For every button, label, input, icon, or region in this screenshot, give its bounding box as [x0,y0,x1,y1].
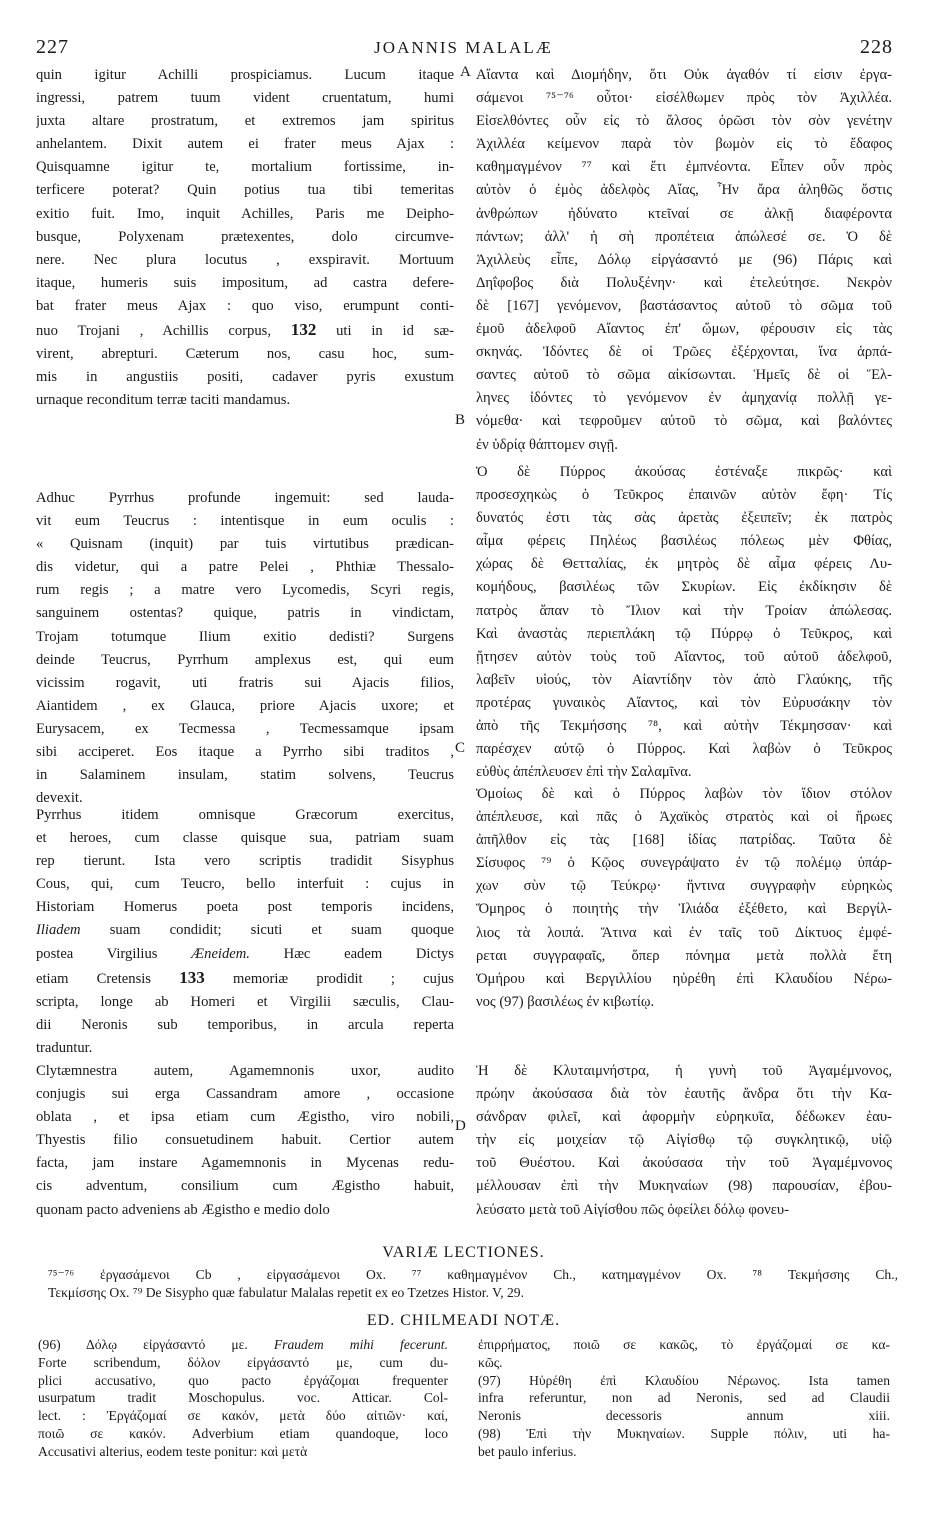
text-line: παρέσχεν αὐτῷ ὁ Πύρρος. Καὶ λαβὼν ὁ Τεῦκρος [476,741,892,758]
text-line: et heroes, cum classe quisque sua, patriam suam [36,830,454,847]
text-line: postea Virgilius Æneidem. Hæc eadem Dictys [36,945,454,962]
text-line: oblata , et ipsa etiam cum Ægistho, viro nobili, [36,1109,454,1126]
text-line: exitio fuit. Imo, inquit Achilles, Paris me Deipho- [36,205,454,222]
text-line: σάμενοι ⁷⁵⁻⁷⁶ οὗτοι· εἰσέλθωμεν πρὸς τὸν Ἀχιλλέα. [476,90,892,107]
right-page-number: 228 [860,36,893,58]
text-line: bet paulo inferius. [478,1443,577,1459]
text-line: χώρας δὲ Θετταλίας, ἐκ μητρὸς δὲ αἷμα φέρεις Λυ- [476,556,892,573]
text-line: quin igitur Achilli prospiciamus. Lucum itaque [36,67,454,83]
greek-paragraph-3 [476,783,892,1014]
text-line: Thyestis filio consuetudinem habuit. Certior autem [36,1132,454,1149]
text-line: Καὶ ἀναστὰς περιεπλάκη τῷ Πύρρῳ ὁ Τεῦκρος, καὶ [476,625,892,642]
text-line: ἐπιρρήματος, ποιῶ σε κακῶς, τὸ ἐργάζομαί σε κα- [478,1337,890,1352]
text-line: Neronis decessoris annum xiii. [478,1408,890,1424]
text-line: Forte scribendum, δόλον εἰργάσαντό με, cum du- [38,1354,448,1370]
text-line: πατρὸς ἅπαν τὸ Ἴλιον καὶ τὴν Τροίαν ἀπώλεσας. [476,602,892,619]
text-line: Ἀχιλλέα κείμενον παρὰ τὸν βωμὸν εἰς τὸ ἔδαφος [476,136,892,153]
text-line: μέλλουσαν ἐπὶ τὴν Μυκηναίων (98) παρουσίαν, ἐβου- [476,1178,892,1195]
text-line: Adhuc Pyrrhus profunde ingemuit: sed lauda- [36,490,454,506]
text-line: Εἰσελθόντες οὖν εἰς τὸ ἄλσος ὁρῶσι τὸν σὸν γενέτην [476,113,892,130]
text-line: etiam Cretensis 133 memoriæ prodidit ; cujus [36,967,454,987]
text-line: (98) Ἐπὶ τὴν Μυκηναίων. Supple πόλιν, uti ha- [478,1425,890,1441]
variae-lectiones [48,1266,898,1302]
text-line: Ὁ δὲ Πύρρος ἀκούσας ἐστέναξε πικρῶς· καὶ [476,464,892,480]
text-line: τοῦ Θυέστου. Καὶ ἀκούσασα τὴν τοῦ Ἀγαμέμνονος [476,1155,892,1172]
text-line: in Salaminem insulam, statim solvens, Teucrus [36,767,454,784]
text-line: Ὁμήρου καὶ Βεργιλλίου ηὑρέθη ἐπὶ Κλαυδίου Νέρω- [476,970,892,987]
text-line: λιος τὰ λοιπά. Ἅτινα καὶ ἐν ταῖς τοῦ Δίκτυος ἐμφέ- [476,924,892,941]
notae-left-column [38,1336,448,1461]
margin-marker-d: D [455,1118,466,1134]
text-line: vit eum Teucrus : intentisque in eum oculis : [36,513,454,530]
text-line: προτέρας γυναικὸς Αἴαντος, καὶ τὸν Εὐρυσάκην τὸν [476,694,892,711]
text-line: αὐτὸν ὁ ἐμὸς ἀδελφὸς Αἴας, Ἦν ἄρα ἀληθῶς ὅστις [476,182,892,199]
text-line: ἀπὸ τῆς Τεκμήσσης ⁷⁸, καὶ αὐτὴν Τέκμησσαν· καὶ [476,718,892,735]
greek-paragraph-4 [476,1060,892,1222]
text-line: ingressi, patrem tuum vident cruentatum, humi [36,90,454,107]
text-line: busque, Polyxenam prætexentes, dolo circumve- [36,228,454,245]
text-line: Pyrrhus itidem omnisque Græcorum exercitus, [36,807,454,823]
text-line: Historiam Homerus poeta post temporis incidens, [36,899,454,916]
text-line: αἷμα φέρεις Πηλέως βασιλέως πόλεως μὲν Φθίας, [476,533,892,550]
text-line: ⁷⁵⁻⁷⁶ ἐργασάμενοι Cb , εἰργασάμενοι Ox. ⁷⁷ καθημαγμένον Ch., κατημαγμένον Ox. ⁷⁸ Τεκμήσσης Ch., [48,1267,898,1282]
text-line: devexit. [36,790,83,807]
text-line: πρώην ἀκούσασα διὰ τὸν ἑαυτῆς ἄνδρα ὅτι τὴν Κα- [476,1086,892,1103]
text-line: σαντες αὐτοῦ τὸ σῶμα αἰκίσωνται. Ἡμεῖς δὲ οἱ Ἕλ- [476,367,892,384]
text-line: Ἀχιλλεὺς εἶπε, Δόλῳ εἰργάσαντό με (96) Πάρις καὶ [476,251,892,268]
text-line: προσεσχηκὼς ὁ Τεῦκρος ἐπαινῶν αὐτὸν ἔφη· Τίς [476,487,892,504]
latin-paragraph-4 [36,1060,454,1222]
text-line: Δηΐφοβος διὰ Πολυξένην· καὶ ἐτελεύτησε. Νεκρὸν [476,274,892,291]
text-line: σκηνάς. Ἰδόντες δὲ οἱ Τρῶες ἐξέρχονται, ἵνα ἁρπά- [476,344,892,361]
text-line: ἐν ὑδρίᾳ θάπτομεν σιγῇ. [476,436,618,453]
text-line: dis videtur, qui a patre Pelei , Phthiæ Thessalo- [36,559,454,576]
text-line: λεύσατο μετὰ τοῦ Αἰγίσθου πῶς ὀφείλει δόλῳ φονευ- [476,1201,789,1218]
margin-marker-a: A [460,64,471,80]
text-line: νόμεθα· καὶ τεφροῦμεν αὐτοῦ τὸ σῶμα, καὶ βαλόντες [476,413,892,430]
text-line: ἀπέπλευσε, καὶ πᾶς ὁ Ἀχαϊκὸς στρατὸς καὶ οἱ ἥρωες [476,809,892,826]
text-line: vicissim rogavit, uti fratris sui Ajacis filios, [36,674,454,691]
text-line: κῶς. [478,1354,503,1370]
text-line: ᾔτησεν αὐτὸν τοὺς τοῦ Αἴαντος, τοῦ αὐτοῦ ἀδελφοῦ, [476,648,892,665]
text-line: καθημαγμένον ⁷⁷ καὶ ἔτι ἐμπνέοντα. Εἶπεν οὖν πρὸς [476,159,892,176]
text-line: dii Neronis sub temporibus, in arcula reperta [36,1016,454,1033]
text-line: ἀνθρώπων ἠδύνατο κτεῖναί σε ἀλκῇ διαφέροντα [476,205,892,222]
text-line: terficere poterat? Quin potius tua tibi temeritas [36,182,454,199]
text-line: ἐμοῦ ἀδελφοῦ Αἴαντος ἐπ' ὤμων, φέρουσιν εἰς τὰς [476,321,892,338]
text-line: nuo Trojani , Achillis corpus, 132 uti in id sæ- [36,320,454,340]
text-line: anhelantem. Dixit autem ei frater meus Ajax : [36,136,454,153]
latin-paragraph-3 [36,804,454,1060]
text-line: mis in angustiis positi, cadaver pyris exustum [36,369,454,386]
text-line: ρεται συγγραφαῖς, ὅπερ πόνημα μετὰ πολλὰ ἔτη [476,947,892,964]
text-line: νος (97) βασιλέως ἐν κιβωτίῳ. [476,993,655,1010]
text-line: Trojam totumque Ilium exitio dedisti? Surgens [36,628,454,645]
text-line: juxta altare prostratum, et extremos jam spiritus [36,113,454,130]
text-line: Eurysacem, ex Tecmessa , Tecmessamque ipsam [36,720,454,737]
text-line: itaque, humeris suis impositum, ad castra defere- [36,274,454,291]
text-line: ἀπῆλθον εἰς τὰς [168] ἰδίας πατρίδας. Ταῦτα δὲ [476,832,892,849]
margin-marker-b: B [455,412,466,428]
text-line: traduntur. [36,1039,93,1056]
text-line: Clytæmnestra autem, Agamemnonis uxor, audito [36,1063,454,1079]
text-line: lect. : Ἐργάζομαί σε κακόν, μετὰ δύο αἰτιῶν· καί, [38,1408,448,1424]
text-line: Τεκμίσσης Ox. ⁷⁹ De Sisypho quæ fabulatur Malalas repetit ex eo Tzetzes Histor. V, 29. [48,1284,524,1300]
text-line: quonam pacto adveniens ab Ægistho e medio dolo [36,1201,330,1218]
text-line: Ὁμοίως δὲ καὶ ὁ Πύρρος λαβὼν τὸν ἴδιον στόλον [476,786,892,802]
text-line: sanguinem ostentas? quique, patris in vindictam, [36,605,454,622]
text-line: cis adventum, consilium cum Ægistho habuit, [36,1178,454,1195]
greek-paragraph-2 [476,461,892,784]
greek-paragraph-1 [476,64,892,457]
text-line: Quisquamne igitur te, mortalium fortissime, in- [36,159,454,176]
text-line: Σίσυφος ⁷⁹ ὁ Κῷος συνεγράψατο ἐν τῷ πολέμῳ ὑπάρ- [476,855,892,872]
text-line: τὴν εἰς μοιχείαν τῷ Αἰγίσθῳ τῷ συγκλητικῷ, υἱῷ [476,1132,892,1149]
text-line: facta, jam instare Agamemnonis in Mycenas redu- [36,1155,454,1172]
text-line: infra referuntur, non ad Neronis, sed ad Claudii [478,1390,890,1406]
text-line: Ἡ δὲ Κλυταιμνήστρα, ἡ γυνὴ τοῦ Ἀγαμέμνονος, [476,1063,892,1079]
text-line: Accusativi alterius, eodem teste ponitur: καὶ μετὰ [38,1443,308,1459]
text-line: rep tierunt. Ista vero scriptis tradidit Sisyphus [36,853,454,870]
text-line: deinde Teucrus, Pyrrhum amplexus est, qui eum [36,651,454,668]
text-line: bat frater meus Ajax : quo viso, erumpunt conti- [36,297,454,314]
text-line: σάνδραν φιλεῖ, καὶ ἀφορμὴν εὑρηκυῖα, δέδωκεν ἑαυ- [476,1109,892,1126]
latin-paragraph-1 [36,64,454,412]
text-line: χων σὺν τῷ Τεύκρῳ· ἥντινα συγγραφὴν εὑρηκὼς [476,878,892,895]
text-line: εὐθὺς ἀπέπλευσεν ἐπὶ τὴν Σαλαμῖνα. [476,764,692,781]
text-line: rum regis ; a matre vero Lycomedis, Scyri regis, [36,582,454,599]
text-line: Αἴαντα καὶ Διομήδην, ὅτι Οὐκ ἀγαθόν τί εἰσιν ἐργα- [476,67,892,83]
text-line: (96) Δόλῳ εἰργάσαντό με. Fraudem mihi fecerunt. [38,1337,448,1352]
text-line: plici accusativo, quo pacto ἐργάζομαι frequenter [38,1372,448,1388]
text-line: nere. Nec plura locutus , exspiravit. Mortuum [36,251,454,268]
text-line: Ὅμηρος ὁ ποιητὴς τὴν Ἰλιάδα ἐξέθετο, καὶ Βεργίλ- [476,901,892,918]
notae-right-column [478,1336,890,1461]
text-line: πάντων; ἀλλ' ἡ σὴ προπέτεια ἀπώλεσέ σε. Ὁ δὲ [476,228,892,245]
text-line: Aiantidem , ex Glauca, priore Ajacis uxore; et [36,697,454,714]
text-line: conjugis sui erga Cassandram amore , occasione [36,1086,454,1103]
text-line: Cous, qui, cum Teucro, bello interfuit : cujus in [36,876,454,893]
variae-heading: VARIÆ LECTIONES. [382,1244,545,1261]
notae-heading: ED. CHILMEADI NOTÆ. [366,1312,561,1329]
text-line: ληνες ἰδόντες τὸ γενόμενον ἐν ἀμηχανίᾳ πολλῇ γε- [476,390,892,407]
text-line: κομήδους, βασιλέως τῶν Σκυρίων. Εἰς ἐκδίκησιν δὲ [476,579,892,596]
text-line: « Quisnam (inquit) par tuis virtutibus prædican- [36,536,454,553]
text-line: urnaque reconditum terræ taciti mandamus. [36,392,291,409]
latin-paragraph-2 [36,487,454,810]
text-line: λαβεῖν υἱούς, τὸν Αἰαντίδην τὸν ἀπὸ Γλαύκης, τῆς [476,671,892,688]
left-page-number: 227 [36,36,69,58]
text-line: usurpatum tradit Moschopulus. voc. Atticar. Col- [38,1390,448,1406]
text-line: (97) Ηὑρέθη ἐπὶ Κλαυδίου Νέρωνος. Ista tamen [478,1372,890,1388]
margin-marker-c: C [455,740,466,756]
text-line: Iliadem suam condidit; sicuti et suam quoque [36,922,454,939]
text-line: virent, abrepturi. Cæterum nos, casu hoc, sum- [36,346,454,363]
text-line: sibi acciperet. Eos itaque a Pyrrho sibi traditos , [36,744,454,761]
text-line: ποιῶ σε κακόν. Adverbium etiam quandoque, loco [38,1425,448,1441]
text-line: δυνατός ἐστι τὰς σὰς ἀρετὰς ἐξειπεῖν; ἐκ πατρὸς [476,510,892,527]
running-title: JOANNIS MALALÆ [374,38,553,57]
text-line: δὲ [167] γενόμενον, βαστάσαντος αὐτοῦ τὸ σῶμα τοῦ [476,297,892,314]
text-line: scripta, longe ab Homeri et Virgilii sæculis, Clau- [36,993,454,1010]
